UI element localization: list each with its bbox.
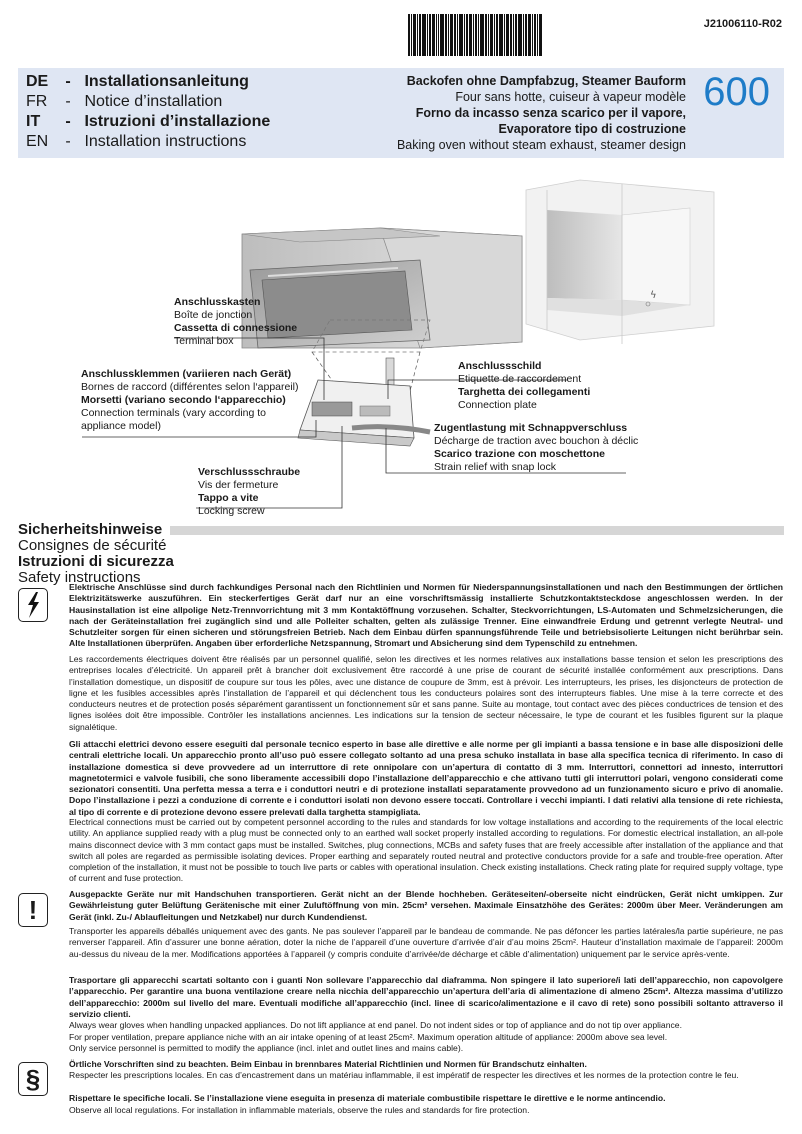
document-id: J21006110-R02 bbox=[703, 18, 782, 30]
callout-connection-plate: Anschlussschild Etiquette de raccordement Targhetta dei collegamenti Connection plate bbox=[458, 360, 591, 411]
callout-strain-relief: Zugentlastung mit Schnappverschluss Décharge de traction avec bouchon à déclic Scarico trazione con moschettone Strain relief with snap lock bbox=[434, 422, 639, 473]
product-description bbox=[397, 73, 686, 153]
regulations-text-en: Observe all local regulations. For installation in inflammable materials, observe the rules and standards for fire protection. bbox=[69, 1105, 530, 1115]
paragraph-regulations-icon: § bbox=[18, 1062, 48, 1096]
electric-text-de: Elektrische Anschlüsse sind durch fachkundiges Personal nach den Richtlinien und Normen für Niederspannungsinstallationen und nach den Bestimmungen der örtlichen Elektrizitätswerke auszuführen. Ein steckerfertiges Gerät darf nur an eine vorschriftsmässig installierte Schutzkontaktsteckdose angeschlossen werden. In der Hausinstallation ist eine allpolige Netz-Trennvorrichtung mit 3 mm Kontaktöffnung vorzusehen. Schalter, Steckvorrichtungen, LS-Automaten und Schmelzsicherungen, die nach der Geräteinstallation frei zugänglich sind und alle Polleiter schalten, gelten als zulässige Trenner. Eine einwandfreie Erdung und getrennt verlegte Neutral- und Schutzleiter sorgen für einen sicheren und störungsfreien Betrieb. Nach dem Einbau dürfen spannungsführende Teile und betriebsisolierte Leitungen nicht berührbar sein. Alte Installationen überprüfen. Angaben über erforderliche Netzspannung, Stromart und Absicherung sind dem Typenschild zu entnehmen. bbox=[69, 582, 783, 649]
safety-heading bbox=[18, 522, 174, 586]
callout-locking-screw: Verschlussschraube Vis der fermeture Tappo a vite Locking screw bbox=[198, 466, 301, 517]
title-banner bbox=[18, 68, 784, 158]
handling-text-en-2: For proper ventilation, prepare appliance niche with an air intake opening of at least 25cm². Maximum operation altitude of appliance: 2000m above sea level. bbox=[69, 1032, 668, 1042]
electric-hazard-icon bbox=[18, 588, 48, 622]
svg-text:ϟ: ϟ bbox=[650, 290, 657, 301]
product-it-1: Forno da incasso senza scarico per il vapore, bbox=[415, 106, 686, 120]
product-en: Baking oven without steam exhaust, steamer design bbox=[396, 138, 686, 152]
title-it: IT - Istruzioni d’installazione bbox=[26, 113, 271, 130]
oven-diagram-illustration bbox=[0, 170, 802, 515]
safety-heading-fr: Consignes de sécurité bbox=[18, 537, 167, 554]
handling-text-fr: Transporter les appareils déballés uniquement avec des gants. Ne pas soulever l’appareil par le bandeau de commande. Ne pas défoncer les parties latérales/la partie supérieure, ne pas renverser l’appareil. Afin d’assurer une bonne aération, doter la niche de l’appareil d’une ouverture d’arrivée d’air d’au moins 25cm². Hauteur d’installation maximale de l’appareil: 2000m au-dessus du niveau de la mer. Modifications apportées à l’appareil (y compris conduite d’arrivée/de décharge et câble d’alimentation) uniquement par le service après-vente. bbox=[69, 926, 783, 959]
electric-text-fr: Les raccordements électriques doivent être réalisés par un personnel qualifié, selon les directives et les normes relatives aux installations basse tension et selon les prescriptions des entreprises locales d’électricité. Un appareil prêt à brancher doit exclusivement être raccordé à une prise de courant de sécurité installée conformément aux prescriptions. Dans l’installation domestique, un dispositif de coupure sur tous les pôles, avec une distance de coupure de 3mm, est à prévoir. Les interrupteurs, les prises, les disjoncteurs de protection de ligne et les fusibles accessibles après l’installation de l’appareil et qui déclenchent tous les conducteurs polaires sont des interrupteurs fiables. Une mise à la terre correcte et des conducteurs neutres et de protection posés séparément garantissent un fonctionnement sûr et sans panne. Suite au montage, tout contact avec des pièces conductrices de tension et des lignes isolées doit être impossible. Contrôler les installations anciennes. Les indications sur la tension de secteur nécessaire, le type de courant et les fusibles figurent sur la plaque signalétique. bbox=[69, 654, 783, 732]
callout-terminal-box: Anschlusskasten Boîte de jonction Cassetta di connessione Terminal box bbox=[174, 296, 298, 347]
model-number: 600 bbox=[703, 70, 770, 114]
safety-heading-de: Sicherheitshinweise bbox=[18, 521, 163, 538]
section-divider-bar bbox=[170, 526, 784, 535]
handling-text-de: Ausgepackte Geräte nur mit Handschuhen transportieren. Gerät nicht an der Blende hochheben. Geräteseiten/-oberseite nicht eindrücken, Gerät nicht umkippen. Zur Gewährleistung guter Belüftung Gerätenische mit einer Zuluftöffnung von min. 25cm² versehen. Maximale Einsatzhöhe des Gerätes: 2000m über Meer. Veränderungen am Gerät (inkl. Zu-/ Ablaufleitungen und Netzkabel) nur durch Kundendienst. bbox=[69, 889, 783, 922]
handling-text-en-1: Always wear gloves when handling unpacked appliances. Do not lift appliance at end panel. Do not indent sides or top of appliance and do not tip over appliance. bbox=[69, 1020, 682, 1030]
safety-heading-en: Safety instructions bbox=[18, 569, 141, 586]
title-en: EN - Installation instructions bbox=[26, 133, 247, 150]
warning-icon: ! bbox=[18, 893, 48, 927]
installation-diagram bbox=[0, 170, 802, 515]
regulations-text-fr: Respecter les prescriptions locales. En cas d’encastrement dans un matériau inflammable, il est impératif de respecter les directives et les normes de la protection contre le feu. bbox=[69, 1070, 739, 1080]
barcode bbox=[408, 14, 576, 56]
product-de: Backofen ohne Dampfabzug, Steamer Bauform bbox=[406, 74, 686, 88]
electric-text-en: Electrical connections must be carried out by competent personnel according to the rules and standards for low voltage installations and according to the requirements of the local electric utility. An appliance supplied ready with a plug must be connected only to an earthed wall socket properly installed according to regulations. For domestic electrical installation, an all-pole mains disconnect device with 3 mm contact gaps must be installed. Switches, plug connections, MCBs and safety fuses that are freely accessible after installation of the appliance and that switch all poles are regarded as permissible isolating devices. Proper earthing and separately routed neutral and protective conductors provide for a safe and trouble-free operation. After completion of the installation, it must not be possible to touch live parts or cables with operational insulation. Check existing installations. Check rating plate for required supply voltage, type of current and fuse protection. bbox=[69, 817, 783, 884]
title-fr: FR - Notice d’installation bbox=[26, 93, 223, 110]
handling-text-en-3: Only service personnel is permitted to modify the appliance (incl. inlet and outlet lines and mains cable). bbox=[69, 1043, 464, 1053]
handling-text-it: Trasportare gli apparecchi scartati soltanto con i guanti Non sollevare l’apparecchio dal diaframma. Non spingere il lato superiore/i lati dell’apparecchio, non capovolgere l’apparecchio. Per garantire una buona ventilazione creare nella nicchia dell’apparecchio un’apertura dell’aria di alimentazione di almeno 25cm². Altezza massima d’utilizzo dell’apparecchio: 2000m sul livello del mare. Eventuali modifiche all’apparecchio (incl. linee di scarico/alimentazione e il cavo di rete) sono possibili soltanto attraverso il servizio clienti. bbox=[69, 975, 783, 1019]
language-titles bbox=[26, 72, 270, 152]
callout-connection-terminals: Anschlussklemmen (variieren nach Gerät) Bornes de raccord (différentes selon l‘appareil) Morsetti (variano secondo l‘apparecchio) Connection terminals (vary according to appliance model) bbox=[81, 368, 299, 432]
product-it-2: Evaporatore tipo di costruzione bbox=[498, 122, 686, 136]
electric-text-it: Gli attacchi elettrici devono essere eseguiti dal personale tecnico esperto in base alle direttive e alle norme per gli impianti a bassa tensione e in base alle disposizioni delle centrali elettriche locali. Un apparecchio pronto all’uso può essere collegato soltanto ad una presa schuko installata in base alla specifica tecnica di riferimento. In caso di installazione domestica si deve provvedere ad un interruttore di rete onnipolare con un’apertura di contatto di 3 mm. Interruttori, connettori ad innesto, interruttori magnetotermici e valvole fusibili, che sono liberamente accessibili dopo l’installazione dell’apparecchio e che attivano tutti gli interruttori polari, vengono considerati come sezionatori consentiti. Una perfetta messa a terra e i conduttori neutri e di protezione installati separatamente provvedono ad un funzionamento sicuro e privo di anomalie. Dopo l’installazione i pezzi a conduzione di corrente e i conduttori isolati non devono essere toccati. Controllare i vecchi impianti. I dati relativi alla tensione di rete richiesta, al tipo di corrente e di protezione devono essere prelevati dalla targhetta stampigliata. bbox=[69, 739, 783, 817]
product-fr: Four sans hotte, cuiseur à vapeur modèle bbox=[455, 90, 686, 104]
title-de: DE - Installationsanleitung bbox=[26, 73, 249, 90]
regulations-text-de: Örtliche Vorschriften sind zu beachten. Beim Einbau in brennbares Material Richtlinien und Normen für Brandschutz einhalten. bbox=[69, 1059, 587, 1069]
regulations-text-it: Rispettare le specifiche locali. Se l’installazione viene eseguita in presenza di materiale combustibile rispettare le direttive e le norme antincendio. bbox=[69, 1093, 666, 1103]
safety-heading-it: Istruzioni di sicurezza bbox=[18, 553, 174, 570]
